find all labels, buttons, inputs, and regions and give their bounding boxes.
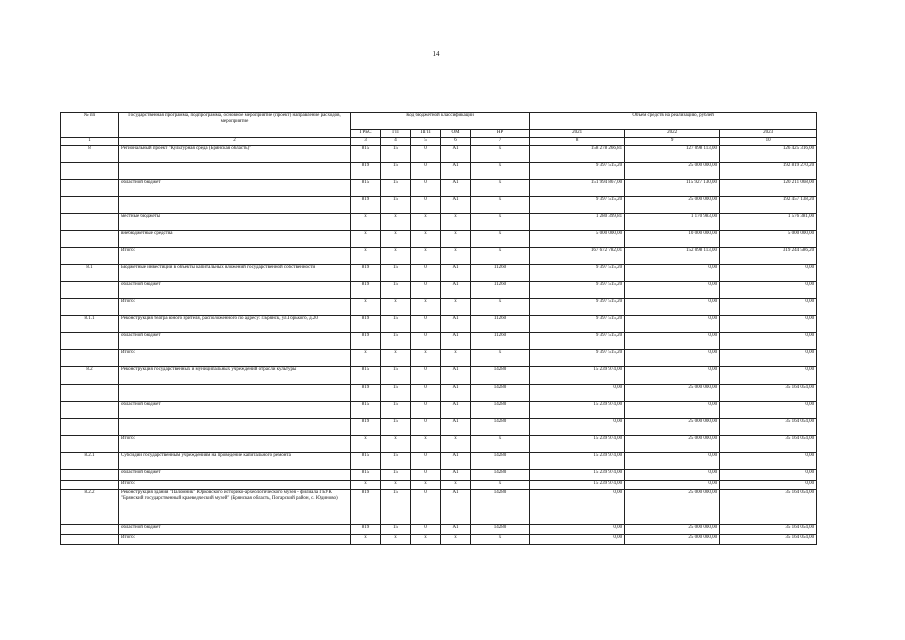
amount-2023: 5 000 000,00: [720, 231, 817, 248]
code-gp: 15: [381, 265, 411, 282]
code-pgp: 0: [411, 333, 441, 350]
amount-2022: 0,00: [625, 367, 720, 385]
table-row: [61, 146, 817, 163]
amount-2023: 35 164 054,00: [720, 490, 817, 525]
amount-2023: 319 244 586,20: [720, 248, 817, 265]
amount-2021: 0,00: [530, 419, 625, 436]
row-name: областной бюджет: [119, 525, 351, 535]
code-gp: 15: [381, 163, 411, 180]
code-nr: x: [471, 248, 530, 265]
code-pgp: 0: [411, 453, 441, 470]
column-number: 1: [61, 138, 119, 146]
row-name: Итого:: [119, 436, 351, 453]
amount-2022: 25 000 000,00: [625, 197, 720, 214]
column-number: 4: [381, 138, 411, 146]
code-om: A1: [441, 146, 471, 163]
code-pgp: x: [411, 350, 441, 367]
amount-2021: 0,00: [530, 535, 625, 545]
code-om: A1: [441, 282, 471, 299]
row-name: областной бюджет: [119, 402, 351, 419]
table-row: [61, 265, 817, 282]
code-grbs: x: [351, 231, 381, 248]
row-number: 8.1: [61, 265, 119, 282]
code-grbs: 819: [351, 385, 381, 402]
amount-2022: 127 098 113,00: [625, 146, 720, 163]
row-number: 8.2.2: [61, 490, 119, 525]
amount-2021: 158 278 266,81: [530, 146, 625, 163]
code-nr: 11260: [471, 282, 530, 299]
code-gp: 15: [381, 470, 411, 481]
row-name: областной бюджет: [119, 180, 351, 197]
row-name: Итого:: [119, 248, 351, 265]
header-number: № пп: [61, 113, 119, 138]
code-nr: 11260: [471, 265, 530, 282]
table-row: [61, 214, 817, 231]
amount-2023: 0,00: [720, 282, 817, 299]
row-name: Региональный проект "Культурная среда (Брянская область)": [119, 146, 351, 163]
amount-2021: 151 994 867,00: [530, 180, 625, 197]
row-number: [61, 163, 119, 180]
amount-2021: 167 672 782,01: [530, 248, 625, 265]
row-name: Реконструкция здания "Паломник" Юрковского историко-археологического музея - филиала ГБУК "Брянский государственный краеведческий музей" (Брянская область, Погарский район, с. Юдиново): [119, 490, 351, 525]
code-grbs: 819: [351, 333, 381, 350]
code-gp: x: [381, 299, 411, 316]
row-number: [61, 525, 119, 535]
code-gp: 15: [381, 197, 411, 214]
amount-2022: 1 170 983,00: [625, 214, 720, 231]
row-number: [61, 402, 119, 419]
code-pgp: x: [411, 231, 441, 248]
amount-2023: 1 576 381,00: [720, 214, 817, 231]
code-nr: x: [471, 299, 530, 316]
row-number: [61, 470, 119, 481]
code-nr: 11260: [471, 333, 530, 350]
code-pgp: 0: [411, 402, 441, 419]
row-number: [61, 180, 119, 197]
code-grbs: 815: [351, 180, 381, 197]
row-number: 8.2.1: [61, 453, 119, 470]
column-number: 2: [119, 138, 351, 146]
code-pgp: 0: [411, 146, 441, 163]
table-row: [61, 535, 817, 545]
header-om: ОМ: [441, 130, 471, 138]
header-year-2023: 2023: [720, 130, 817, 138]
code-om: A1: [441, 490, 471, 525]
row-name: областной бюджет: [119, 282, 351, 299]
code-om: A1: [441, 197, 471, 214]
row-name: [119, 163, 351, 180]
row-number: 8.2: [61, 367, 119, 385]
amount-2022: 25 000 000,00: [625, 535, 720, 545]
row-name: областной бюджет: [119, 333, 351, 350]
row-number: [61, 419, 119, 436]
amount-2021: 15 239 974,00: [530, 453, 625, 470]
amount-2022: 0,00: [625, 316, 720, 333]
page-number: 14: [432, 50, 440, 58]
code-gp: x: [381, 436, 411, 453]
amount-2023: 0,00: [720, 333, 817, 350]
row-number: 8.1.1: [61, 316, 119, 333]
code-pgp: 0: [411, 385, 441, 402]
code-grbs: 819: [351, 525, 381, 535]
column-number: 5: [411, 138, 441, 146]
amount-2021: 9 397 515,20: [530, 333, 625, 350]
amount-2022: 25 000 000,00: [625, 163, 720, 180]
code-om: x: [441, 231, 471, 248]
amount-2021: 9 397 515,20: [530, 197, 625, 214]
code-pgp: x: [411, 299, 441, 316]
code-grbs: x: [351, 248, 381, 265]
code-om: A1: [441, 180, 471, 197]
code-pgp: 0: [411, 470, 441, 481]
amount-2023: 0,00: [720, 470, 817, 481]
row-number: [61, 282, 119, 299]
code-pgp: x: [411, 481, 441, 490]
row-name: Итого:: [119, 350, 351, 367]
code-grbs: 819: [351, 163, 381, 180]
code-om: x: [441, 248, 471, 265]
amount-2021: 9 397 515,20: [530, 299, 625, 316]
amount-2021: 0,00: [530, 525, 625, 535]
row-name: Бюджетные инвестиции в объекты капитальных вложений государственной собственности: [119, 265, 351, 282]
amount-2021: 9 397 515,20: [530, 163, 625, 180]
amount-2021: 15 239 974,00: [530, 367, 625, 385]
table-row: [61, 385, 817, 402]
amount-2022: 10 000 000,00: [625, 231, 720, 248]
amount-2023: 0,00: [720, 299, 817, 316]
amount-2022: 0,00: [625, 350, 720, 367]
amount-2022: 0,00: [625, 453, 720, 470]
code-pgp: 0: [411, 282, 441, 299]
code-grbs: x: [351, 214, 381, 231]
amount-2023: 0,00: [720, 453, 817, 470]
code-grbs: 815: [351, 146, 381, 163]
amount-2022: 25 000 000,00: [625, 436, 720, 453]
amount-2022: 0,00: [625, 299, 720, 316]
row-number: 8: [61, 146, 119, 163]
code-om: A1: [441, 470, 471, 481]
code-nr: x: [471, 350, 530, 367]
amount-2023: 35 164 054,00: [720, 535, 817, 545]
code-grbs: 815: [351, 402, 381, 419]
row-name: Субсидии государственным учреждениям на проведение капитального ремонта: [119, 453, 351, 470]
code-om: x: [441, 535, 471, 545]
amount-2021: 5 000 000,00: [530, 231, 625, 248]
code-grbs: 819: [351, 316, 381, 333]
amount-2022: 25 000 000,00: [625, 385, 720, 402]
row-number: [61, 436, 119, 453]
amount-2023: 126 425 316,00: [720, 146, 817, 163]
code-nr: x: [471, 214, 530, 231]
row-name: Итого:: [119, 481, 351, 490]
amount-2023: 0,00: [720, 402, 817, 419]
column-number: 7: [471, 138, 530, 146]
row-name: внебюджетные средства: [119, 231, 351, 248]
code-grbs: 819: [351, 282, 381, 299]
amount-2021: 0,00: [530, 385, 625, 402]
amount-2021: 15 239 974,00: [530, 402, 625, 419]
column-number: 9: [625, 138, 720, 146]
amount-2023: 35 164 054,00: [720, 436, 817, 453]
code-pgp: x: [411, 248, 441, 265]
header-year-2021: 2021: [530, 130, 625, 138]
code-om: x: [441, 481, 471, 490]
code-grbs: x: [351, 299, 381, 316]
code-nr: 14280: [471, 453, 530, 470]
row-name: областной бюджет: [119, 470, 351, 481]
code-om: A1: [441, 402, 471, 419]
code-om: A1: [441, 316, 471, 333]
code-grbs: 819: [351, 197, 381, 214]
amount-2022: 25 000 000,00: [625, 525, 720, 535]
code-om: A1: [441, 453, 471, 470]
code-grbs: 819: [351, 490, 381, 525]
row-number: [61, 214, 119, 231]
amount-2023: 35 164 054,00: [720, 385, 817, 402]
row-number: [61, 248, 119, 265]
amount-2023: 192 819 270,20: [720, 163, 817, 180]
amount-2023: 192 457 138,20: [720, 197, 817, 214]
table-body: [61, 146, 817, 545]
amount-2022: 0,00: [625, 470, 720, 481]
column-number: 8: [530, 138, 625, 146]
code-gp: 15: [381, 367, 411, 385]
amount-2023: 35 164 054,00: [720, 419, 817, 436]
code-nr: 14280: [471, 402, 530, 419]
row-name: Реконструкция театра юного зрителя, расположенного по адресу: г.Брянск, ул.Горького, д.20: [119, 316, 351, 333]
code-pgp: 0: [411, 316, 441, 333]
code-pgp: 0: [411, 163, 441, 180]
row-name: Реконструкция государственных и муниципальных учреждений отрасли культуры: [119, 367, 351, 385]
code-nr: 14280: [471, 525, 530, 535]
code-pgp: 0: [411, 490, 441, 525]
amount-2022: 0,00: [625, 265, 720, 282]
code-gp: 15: [381, 316, 411, 333]
code-grbs: x: [351, 436, 381, 453]
code-om: x: [441, 299, 471, 316]
amount-2022: 0,00: [625, 402, 720, 419]
row-number: [61, 385, 119, 402]
amount-2022: 152 098 113,00: [625, 248, 720, 265]
amount-2021: 9 397 515,20: [530, 316, 625, 333]
code-gp: 15: [381, 453, 411, 470]
table-row: [61, 525, 817, 535]
column-number: 10: [720, 138, 817, 146]
amount-2022: 0,00: [625, 282, 720, 299]
table-row: [61, 490, 817, 525]
column-number: 6: [441, 138, 471, 146]
table-row: [61, 248, 817, 265]
amount-2021: 9 397 515,20: [530, 350, 625, 367]
amount-2023: 0,00: [720, 367, 817, 385]
code-grbs: 815: [351, 453, 381, 470]
code-om: A1: [441, 419, 471, 436]
table-row: [61, 419, 817, 436]
code-om: A1: [441, 525, 471, 535]
header-year-2022: 2022: [625, 130, 720, 138]
code-gp: x: [381, 248, 411, 265]
amount-2023: 0,00: [720, 350, 817, 367]
code-pgp: 0: [411, 197, 441, 214]
code-nr: 14280: [471, 419, 530, 436]
code-nr: x: [471, 197, 530, 214]
table-row: [61, 180, 817, 197]
code-gp: 15: [381, 525, 411, 535]
code-nr: 14280: [471, 367, 530, 385]
code-gp: 15: [381, 402, 411, 419]
table-row: [61, 299, 817, 316]
row-number: [61, 481, 119, 490]
header-gp: ГП: [381, 130, 411, 138]
row-number: [61, 231, 119, 248]
code-gp: x: [381, 481, 411, 490]
code-gp: x: [381, 535, 411, 545]
table-row: [61, 163, 817, 180]
code-om: A1: [441, 367, 471, 385]
code-grbs: x: [351, 481, 381, 490]
code-nr: x: [471, 535, 530, 545]
code-pgp: 0: [411, 419, 441, 436]
code-nr: x: [471, 180, 530, 197]
code-nr: 14280: [471, 385, 530, 402]
table-row: [61, 333, 817, 350]
row-name: Итого:: [119, 535, 351, 545]
amount-2021: 15 239 974,00: [530, 470, 625, 481]
row-name: [119, 385, 351, 402]
code-gp: 15: [381, 490, 411, 525]
code-pgp: 0: [411, 367, 441, 385]
table-row: [61, 481, 817, 490]
table-row: [61, 453, 817, 470]
code-nr: x: [471, 481, 530, 490]
code-nr: x: [471, 163, 530, 180]
amount-2021: 9 397 515,20: [530, 265, 625, 282]
row-name: Итого:: [119, 299, 351, 316]
code-om: x: [441, 436, 471, 453]
code-gp: 15: [381, 146, 411, 163]
amount-2022: 0,00: [625, 333, 720, 350]
code-pgp: 0: [411, 525, 441, 535]
code-nr: x: [471, 231, 530, 248]
code-nr: 14280: [471, 470, 530, 481]
table-row: [61, 316, 817, 333]
amount-2022: 25 000 000,00: [625, 490, 720, 525]
code-om: A1: [441, 385, 471, 402]
code-gp: 15: [381, 180, 411, 197]
code-om: A1: [441, 163, 471, 180]
code-nr: x: [471, 146, 530, 163]
code-om: A1: [441, 265, 471, 282]
amount-2023: 35 164 054,00: [720, 525, 817, 535]
code-gp: 15: [381, 282, 411, 299]
code-grbs: 815: [351, 367, 381, 385]
code-om: A1: [441, 333, 471, 350]
column-number: 3: [351, 138, 381, 146]
header-budget-codes: Код бюджетной классификации: [351, 113, 530, 130]
amount-2022: 0,00: [625, 481, 720, 490]
row-number: [61, 535, 119, 545]
code-grbs: 819: [351, 419, 381, 436]
row-number: [61, 299, 119, 316]
amount-2023: 120 211 068,00: [720, 180, 817, 197]
code-gp: x: [381, 231, 411, 248]
header-amounts: Объем средств на реализацию, рублей: [530, 113, 817, 130]
code-om: x: [441, 350, 471, 367]
row-name: [119, 419, 351, 436]
table-row: [61, 282, 817, 299]
code-gp: 15: [381, 385, 411, 402]
header-name: Государственная программа, подпрограмма, основное мероприятие (проект) направление расходов, мероприятие: [119, 113, 351, 138]
code-pgp: x: [411, 436, 441, 453]
budget-table: [60, 112, 817, 545]
code-gp: 15: [381, 419, 411, 436]
code-pgp: x: [411, 214, 441, 231]
amount-2023: 0,00: [720, 316, 817, 333]
row-number: [61, 333, 119, 350]
column-number-row: [61, 138, 817, 146]
amount-2021: 15 239 974,00: [530, 436, 625, 453]
table-row: [61, 470, 817, 481]
row-name: местные бюджеты: [119, 214, 351, 231]
table-row: [61, 350, 817, 367]
table-row: [61, 231, 817, 248]
code-nr: 14280: [471, 490, 530, 525]
code-grbs: 815: [351, 470, 381, 481]
code-gp: x: [381, 214, 411, 231]
row-number: [61, 197, 119, 214]
amount-2023: 0,00: [720, 265, 817, 282]
code-om: x: [441, 214, 471, 231]
amount-2021: 9 397 515,20: [530, 282, 625, 299]
code-gp: x: [381, 350, 411, 367]
header-pgp: ПГП: [411, 130, 441, 138]
amount-2022: 115 927 130,00: [625, 180, 720, 197]
amount-2023: 0,00: [720, 481, 817, 490]
code-nr: 11260: [471, 316, 530, 333]
code-grbs: x: [351, 535, 381, 545]
table-row: [61, 436, 817, 453]
amount-2021: 15 239 974,00: [530, 481, 625, 490]
amount-2022: 25 000 000,00: [625, 419, 720, 436]
table-row: [61, 402, 817, 419]
code-pgp: x: [411, 535, 441, 545]
table-row: [61, 367, 817, 385]
code-pgp: 0: [411, 265, 441, 282]
code-grbs: x: [351, 350, 381, 367]
code-gp: 15: [381, 333, 411, 350]
table-row: [61, 197, 817, 214]
code-pgp: 0: [411, 180, 441, 197]
row-name: [119, 197, 351, 214]
code-nr: x: [471, 436, 530, 453]
amount-2021: 0,00: [530, 490, 625, 525]
code-grbs: 819: [351, 265, 381, 282]
header-grbs: ГРБС: [351, 130, 381, 138]
row-number: [61, 350, 119, 367]
header-nr: НР: [471, 130, 530, 138]
amount-2021: 1 280 399,81: [530, 214, 625, 231]
